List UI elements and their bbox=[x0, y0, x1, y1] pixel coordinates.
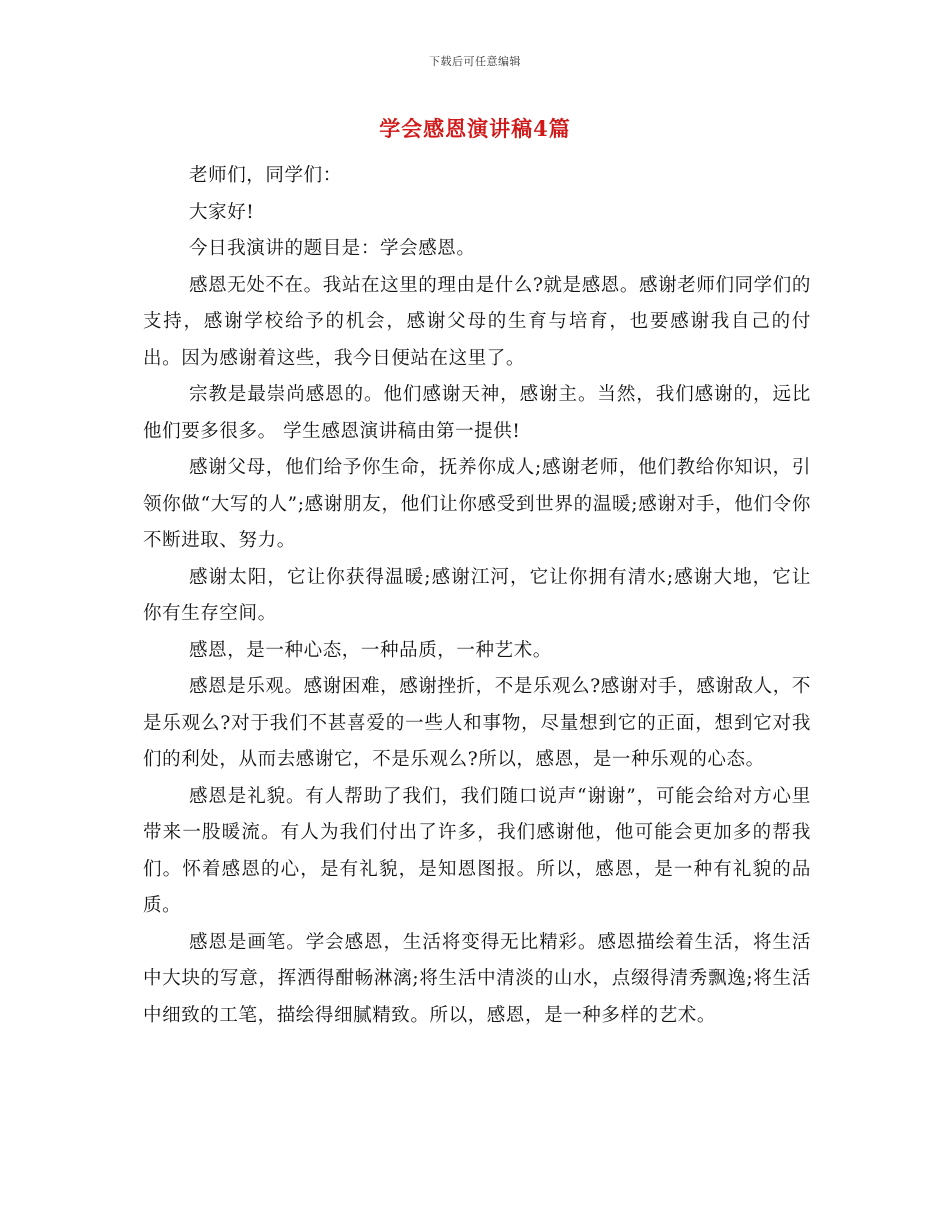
paragraph-body: 感恩，是一种心态，一种品质，一种艺术。 bbox=[189, 639, 552, 661]
paragraph-body: 宗教是最崇尚感恩的。他们感谢天神，感谢主。当然，我们感谢的，远比他们要多很多。 学生感恩演讲稿由第一提供! bbox=[143, 384, 811, 442]
paragraph-body: 感恩是乐观。感谢困难，感谢挫折，不是乐观么?感谢对手，感谢敌人，不是乐观么?对于我们不甚喜爱的一些人和事物，尽量想到它的正面，想到它对我们的利处，从而去感谢它，不是乐观么?所以，感恩，是一种乐观的心态。 bbox=[143, 676, 811, 770]
paragraph-topic: 今日我演讲的题目是：学会感恩。 bbox=[189, 238, 476, 259]
paragraph-body: 感恩无处不在。我站在这里的理由是什么?就是感恩。感谢老师们同学们的支持，感谢学校给予的机会，感谢父母的生育与培育，也要感谢我自己的付出。因为感谢着这些，我今日便站在这里了。 bbox=[143, 274, 811, 369]
page-header: 下载后可任意编辑 bbox=[429, 55, 521, 68]
paragraph-body: 感谢父母，他们给予你生命，抚养你成人;感谢老师，他们教给你知识，引领你做“大写的人”;感谢朋友，他们让你感受到世界的温暖;感谢对手，他们令你不断进取、努力。 bbox=[143, 457, 811, 551]
document-title: 学会感恩演讲稿4篇 bbox=[379, 116, 571, 141]
paragraph-body: 感恩是画笔。学会感恩，生活将变得无比精彩。感恩描绘着生活，将生活中大块的写意，挥洒得酣畅淋漓;将生活中清淡的山水，点缀得清秀飘逸;将生活中细致的工笔，描绘得细腻精致。所以，感恩，是一种多样的艺术。 bbox=[143, 931, 811, 1026]
paragraph-greeting: 老师们，同学们： bbox=[189, 165, 342, 186]
paragraph-body: 感恩是礼貌。有人帮助了我们，我们随口说声“谢谢”，可能会给对方心里带来一股暖流。有人为我们付出了许多，我们感谢他，他可能会更加多的帮我们。怀着感恩的心，是有礼貌，是知恩图报。所以，感恩，是一种有礼貌的品质。 bbox=[143, 785, 811, 916]
paragraph-body: 感谢太阳，它让你获得温暖;感谢江河，它让你拥有清水;感谢大地，它让你有生存空间。 bbox=[143, 566, 811, 624]
paragraph-hello: 大家好! bbox=[189, 201, 255, 223]
document-body bbox=[143, 158, 811, 1034]
